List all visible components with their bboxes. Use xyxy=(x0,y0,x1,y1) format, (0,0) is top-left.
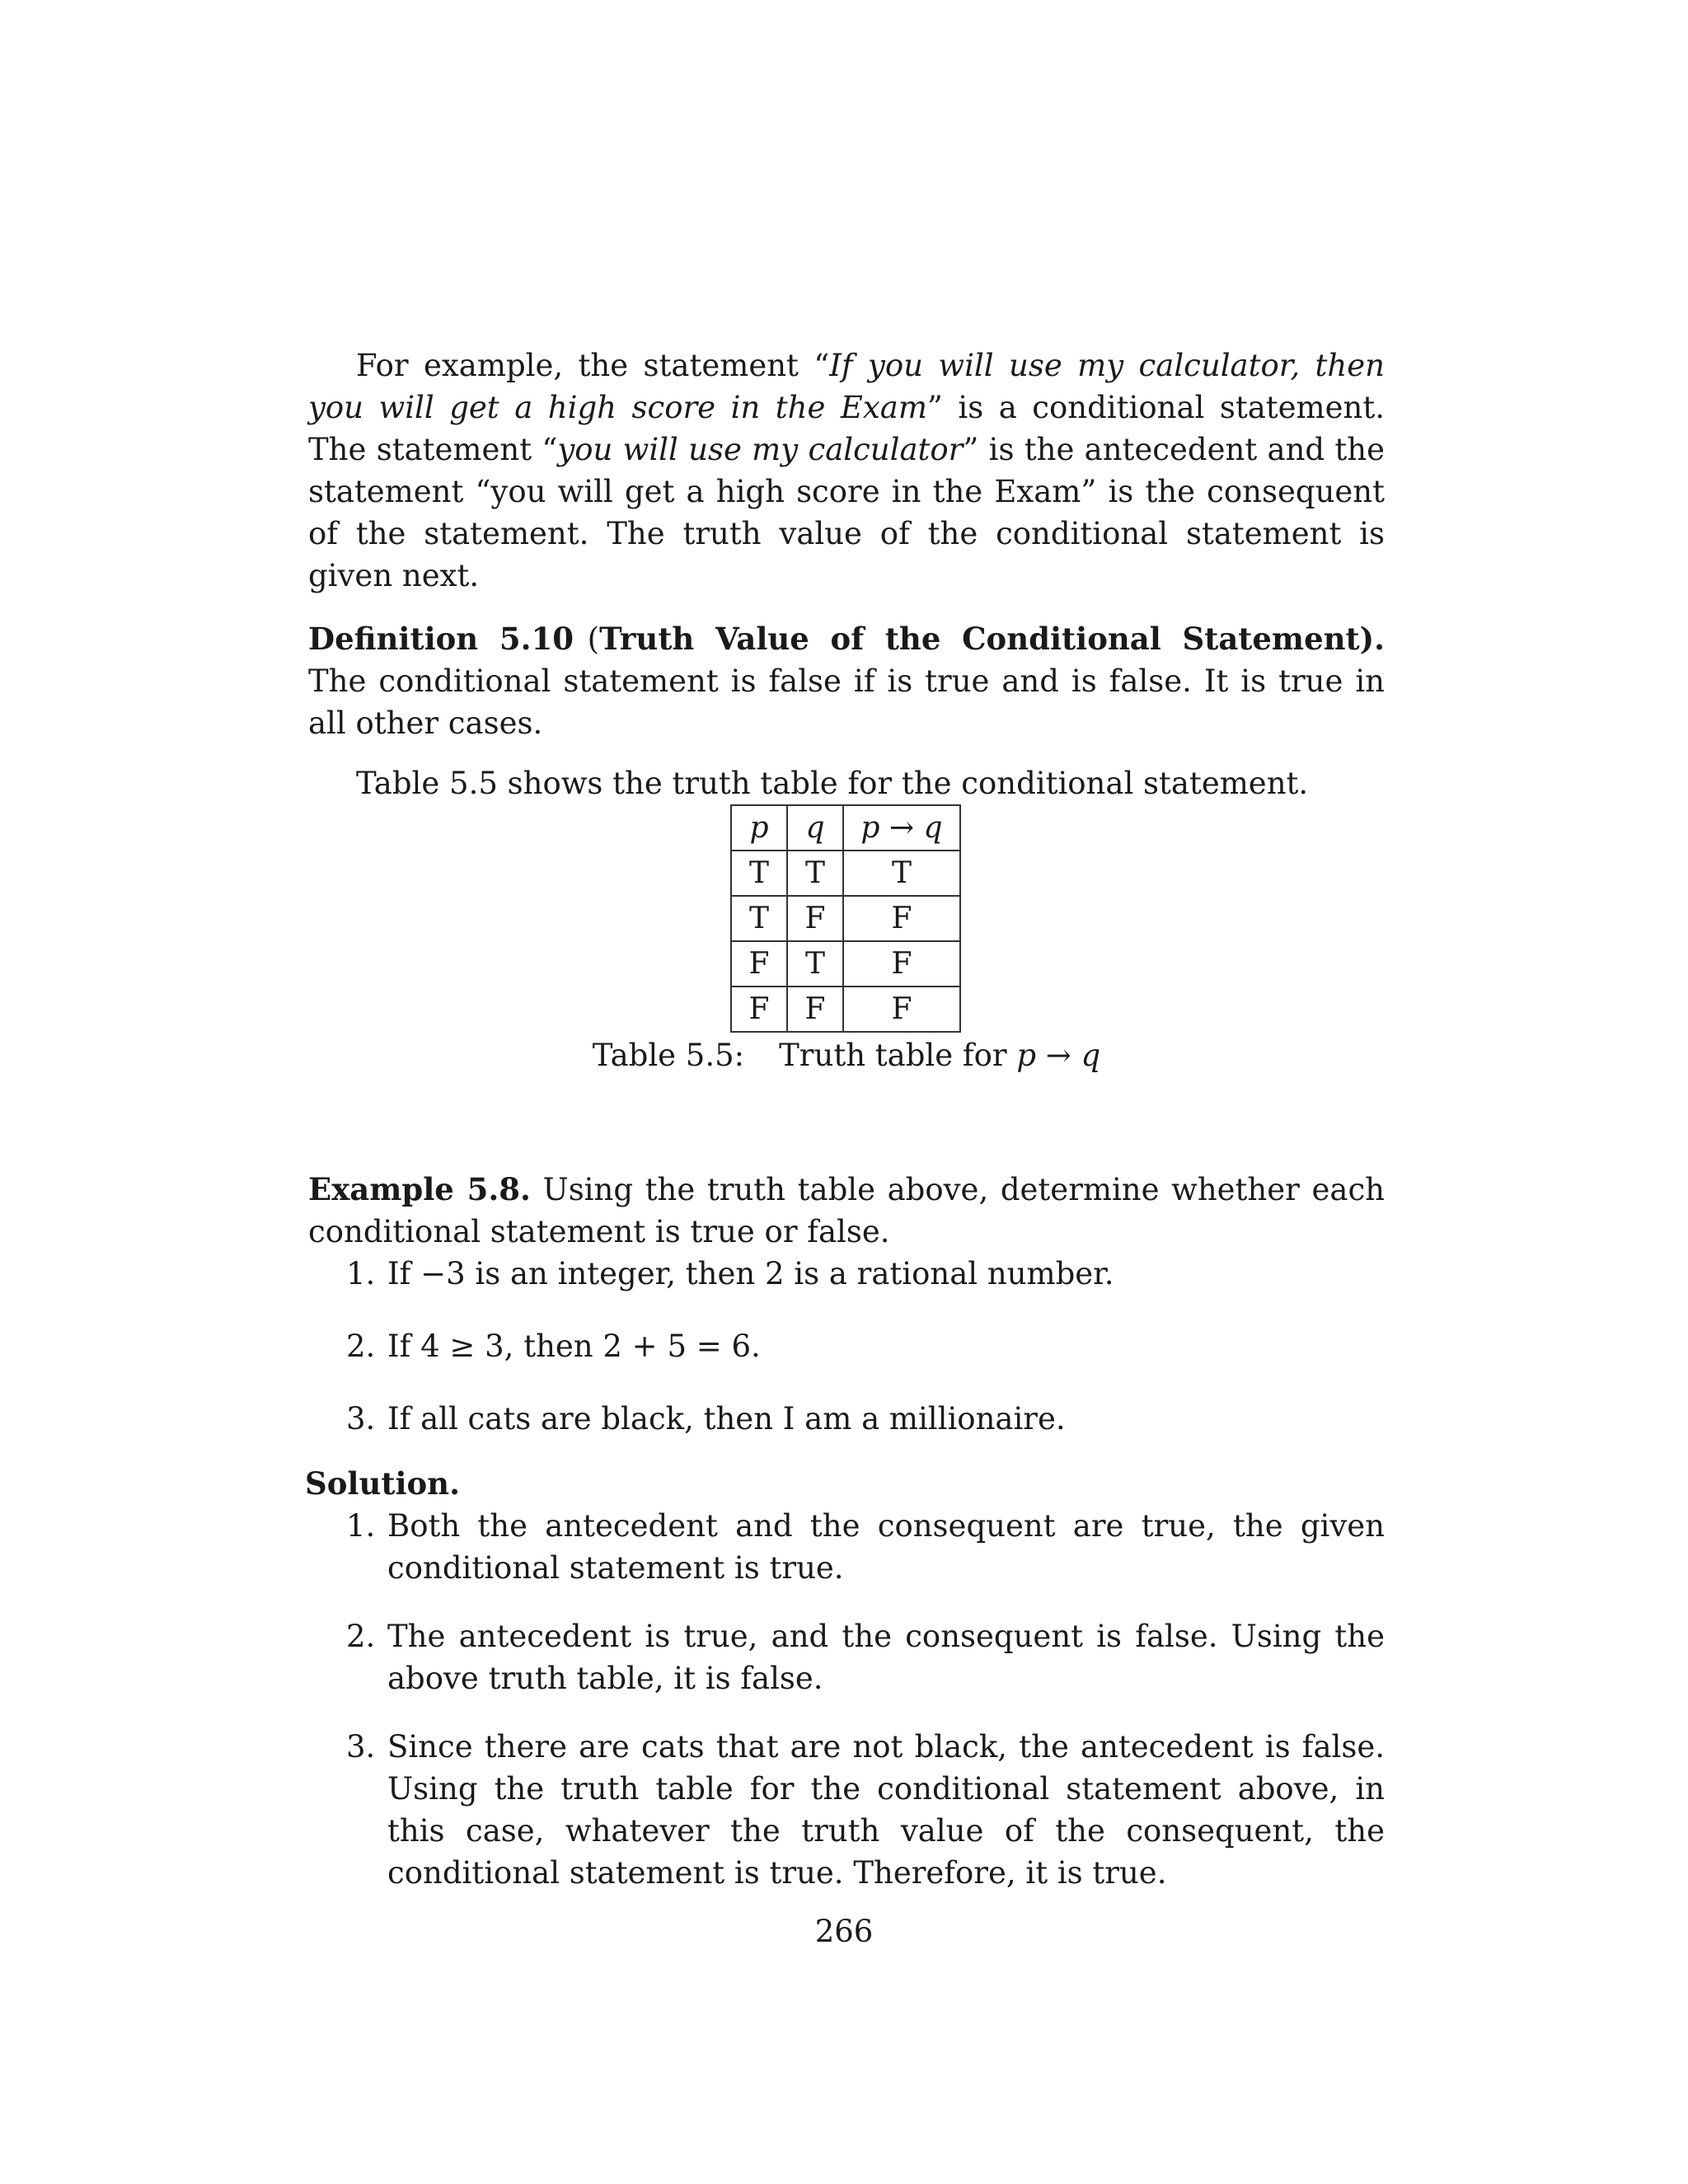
page-number: 266 xyxy=(814,1914,874,1949)
table-cell: F xyxy=(843,941,960,987)
list-item xyxy=(308,1325,1385,1367)
list-item xyxy=(308,1398,1385,1440)
list-number: 1. xyxy=(346,1508,376,1544)
intro-text-2: ” is a conditional statement. The statement “ xyxy=(308,390,1385,467)
header-p-implies-q: p → q xyxy=(843,805,960,851)
definition-label: Definition 5.10 xyxy=(308,621,574,657)
table-cell: F xyxy=(787,896,843,941)
example-label: Example 5.8. xyxy=(308,1171,531,1207)
table-cell: F xyxy=(843,987,960,1032)
definition-body: The conditional statement is false if is true and is false. It is true in all other cases. xyxy=(308,663,1385,741)
table-cell: T xyxy=(731,896,787,941)
list-item xyxy=(308,1253,1385,1295)
list-item xyxy=(308,1726,1385,1894)
table-caption-text: Truth table for xyxy=(779,1038,1017,1073)
intro-quote-2: you will use my calculator xyxy=(557,432,964,467)
header-p: p xyxy=(731,805,787,851)
example-body: Using the truth table above, determine whether each conditional statement is true or false. xyxy=(308,1172,1385,1249)
intro-text-3: ” is the antecedent and the statement “you will get a high score in the Exam” is the consequent of the statement. The truth value of the conditional statement is given next. xyxy=(308,432,1386,593)
table-row xyxy=(731,941,960,987)
list-number: 2. xyxy=(346,1619,376,1654)
truth-table xyxy=(730,804,961,1033)
table-cell: F xyxy=(731,941,787,987)
list-item-text: The antecedent is true, and the consequent is false. Using the above truth table, it is false. xyxy=(387,1619,1385,1696)
list-item-text: If −3 is an integer, then 2 is a rational number. xyxy=(387,1256,1114,1291)
list-number: 3. xyxy=(346,1729,376,1765)
definition-open-paren: ( xyxy=(587,621,600,657)
page-content xyxy=(305,344,1386,1894)
table-cell: T xyxy=(731,851,787,896)
list-item-text: Both the antecedent and the consequent are true, the given conditional statement is true. xyxy=(387,1508,1385,1586)
solution-list xyxy=(308,1505,1385,1894)
list-item xyxy=(308,1505,1385,1589)
definition-close-paren: ). xyxy=(1359,621,1386,657)
definition-paragraph xyxy=(308,618,1385,744)
table-caption-label: Table 5.5: xyxy=(592,1038,745,1073)
table-cell: F xyxy=(787,987,843,1032)
definition-title: Truth Value of the Conditional Statement xyxy=(599,621,1360,657)
list-item-text: Since there are cats that are not black, the antecedent is false. Using the truth table for the conditional statement above, in this case, whatever the truth value of the consequent, the conditional statement is true. Therefore, it is true. xyxy=(387,1729,1385,1891)
intro-text-1: For example, the statement “ xyxy=(356,348,830,383)
list-item xyxy=(308,1615,1385,1699)
table-cell: T xyxy=(843,851,960,896)
intro-paragraph xyxy=(308,344,1385,597)
example-list xyxy=(308,1253,1385,1440)
table-cell: F xyxy=(731,987,787,1032)
table-row xyxy=(731,896,960,941)
list-item-text: If 4 ≥ 3, then 2 + 5 = 6. xyxy=(387,1329,761,1364)
header-q: q xyxy=(787,805,843,851)
truth-table-header-row xyxy=(731,805,960,851)
list-number: 1. xyxy=(346,1256,376,1291)
table-caption xyxy=(308,1034,1385,1076)
table-row xyxy=(731,987,960,1032)
list-item-text: If all cats are black, then I am a millionaire. xyxy=(387,1401,1066,1436)
intro-quote-1: If you will use my calculator, then you will get a high score in the Exam xyxy=(308,348,1385,425)
solution-title: Solution. xyxy=(305,1465,460,1502)
table-cell: T xyxy=(787,941,843,987)
list-number: 3. xyxy=(346,1401,376,1436)
table-cell: F xyxy=(843,896,960,941)
table-caption-math: p → q xyxy=(1016,1038,1101,1073)
table-row xyxy=(731,851,960,896)
list-number: 2. xyxy=(346,1329,376,1364)
table-cell: T xyxy=(787,851,843,896)
example-paragraph xyxy=(308,1169,1385,1253)
table-intro: Table 5.5 shows the truth table for the conditional statement. xyxy=(356,766,1309,801)
